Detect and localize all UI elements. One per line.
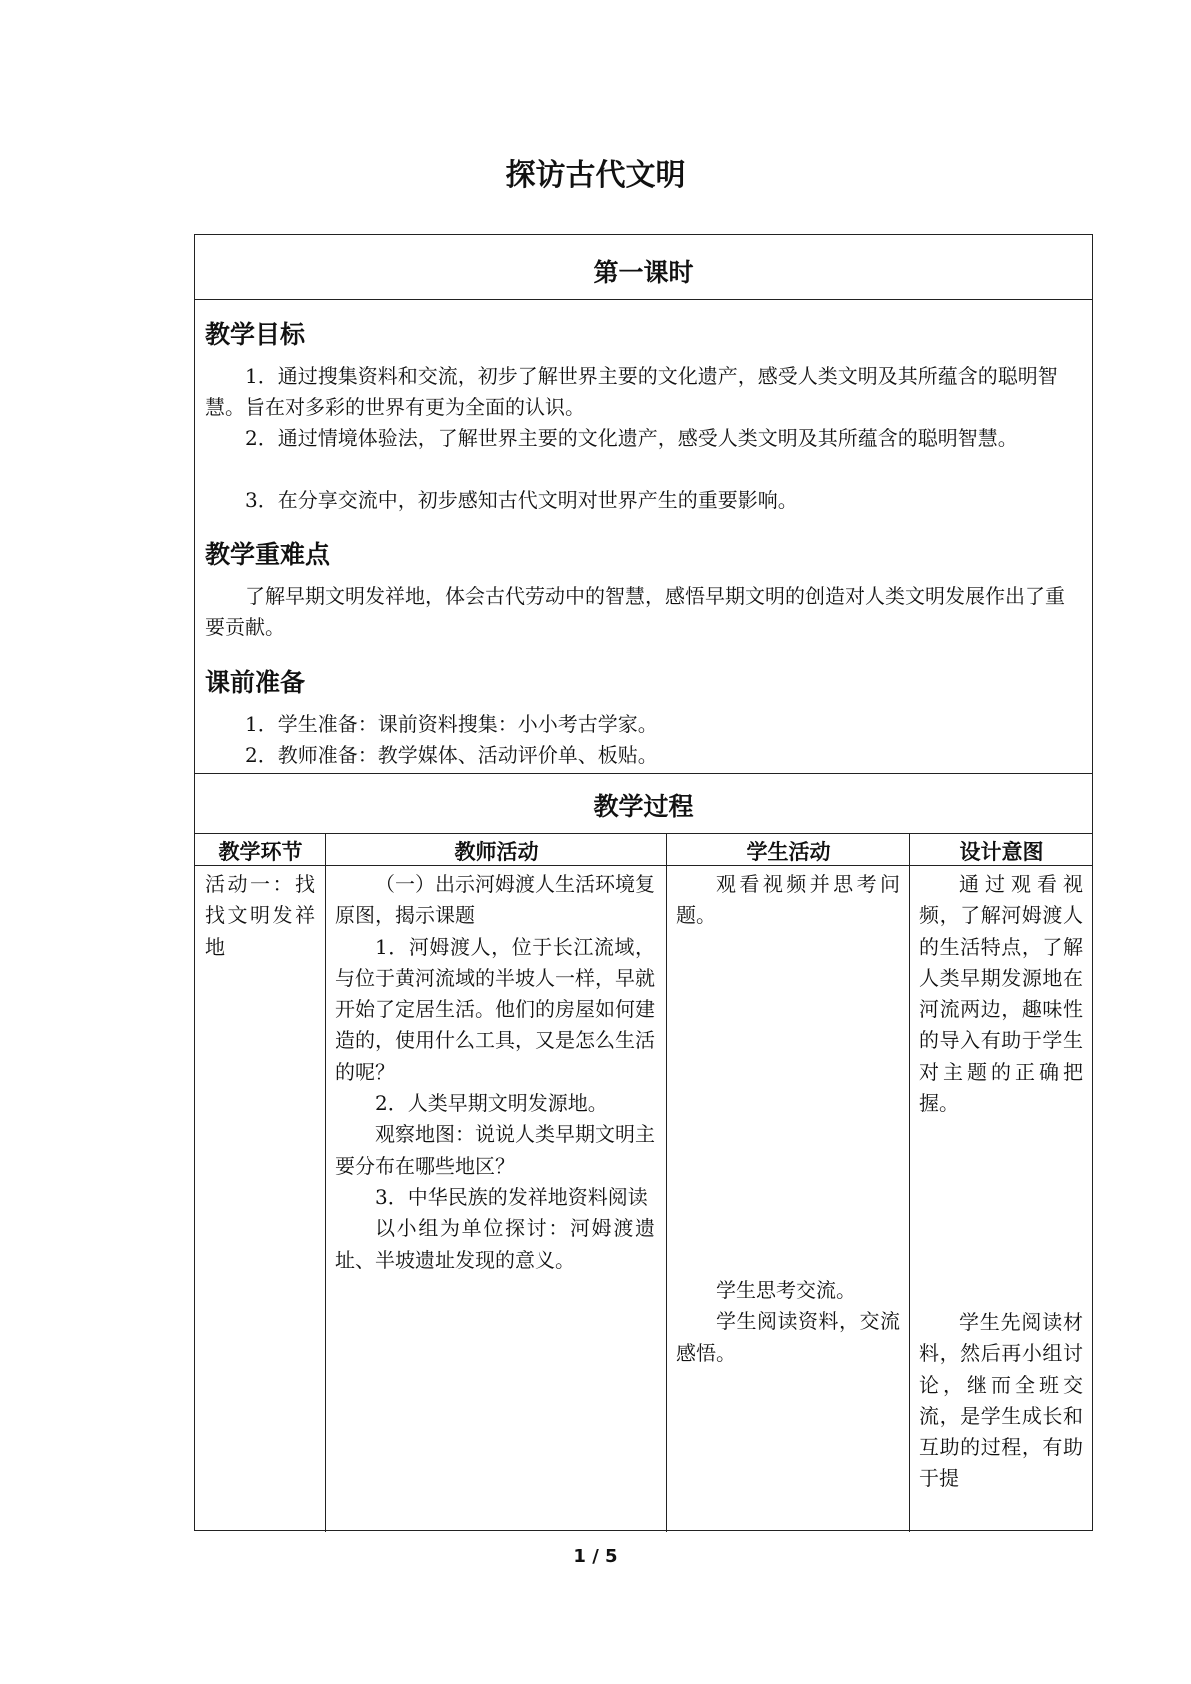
objective-item: 1．通过搜集资料和交流，初步了解世界主要的文化遗产，感受人类文明及其所蕴含的聪明智慧。旨在对多彩的世界有更为全面的认识。 — [205, 364, 1058, 419]
key-points-heading: 教学重难点 — [205, 540, 331, 569]
student-activity-cell — [676, 869, 900, 932]
teacher-activity-line: 2．人类早期文明发源地。 — [375, 1091, 608, 1116]
period-title: 第一课时 — [593, 258, 694, 287]
student-activity-line: 学生思考交流。 — [716, 1278, 856, 1302]
preparation-heading: 课前准备 — [205, 668, 306, 697]
teacher-activity-line: 以小组为单位探讨：河姆渡遗址、半坡遗址发现的意义。 — [335, 1216, 655, 1272]
key-points-text: 了解早期文明发祥地，体会古代劳动中的智慧，感悟早期文明的创造对人类文明发展作出了重要贡献。 — [205, 584, 1065, 639]
objectives-heading: 教学目标 — [205, 320, 306, 349]
preparation-item: 2．教师准备：教学媒体、活动评价单、板贴。 — [245, 743, 658, 767]
objective-item: 3．在分享交流中，初步感知古代文明对世界产生的重要影响。 — [245, 488, 798, 512]
column-header-student: 学生活动 — [746, 840, 831, 864]
design-intent-line: 通过观看视频，了解河姆渡人的生活特点，了解人类早期发源地在河流两边，趣味性的导入有助于学生对主题的正确把握。 — [919, 872, 1083, 1116]
objective-item: 2．通过情境体验法，了解世界主要的文化遗产，感受人类文明及其所蕴含的聪明智慧。 — [245, 426, 1018, 450]
document-title: 探访古代文明 — [505, 158, 686, 193]
column-divider — [666, 833, 667, 1532]
student-activity-line: 学生阅读资料，交流感悟。 — [676, 1309, 900, 1365]
teacher-activity-line: 观察地图：说说人类早期文明主要分布在哪些地区？ — [335, 1122, 655, 1178]
lesson-plan-table — [194, 234, 1093, 1531]
column-divider — [325, 833, 326, 1532]
teacher-activity-line: 1．河姆渡人，位于长江流域，与位于黄河流域的半坡人一样，早就开始了定居生活。他们的房屋如何建造的，使用什么工具，又是怎么生活的呢？ — [335, 934, 655, 1084]
divider — [195, 865, 1092, 866]
teacher-activity-line: 3．中华民族的发祥地资料阅读 — [375, 1184, 648, 1209]
teacher-activity-cell — [335, 869, 655, 1276]
divider — [195, 833, 1092, 834]
design-intent-cell — [919, 869, 1083, 1119]
page-number: 1 / 5 — [573, 1546, 618, 1567]
stage-cell: 活动一：找找文明发祥地 — [205, 872, 317, 959]
divider — [195, 773, 1092, 774]
column-header-teacher: 教师活动 — [454, 840, 539, 864]
column-divider — [909, 833, 910, 1532]
process-title: 教学过程 — [593, 792, 694, 821]
design-intent-line: 学生先阅读材料，然后再小组讨论，继而全班交流，是学生成长和互助的过程，有助于提 — [919, 1310, 1083, 1491]
preparation-item: 1．学生准备：课前资料搜集：小小考古学家。 — [245, 712, 658, 736]
design-intent-cell-lower — [919, 1307, 1083, 1495]
divider — [195, 299, 1092, 300]
teacher-activity-line: （一）出示河姆渡人生活环境复原图，揭示课题 — [335, 872, 655, 928]
column-header-design: 设计意图 — [959, 840, 1044, 864]
column-header-stage: 教学环节 — [218, 840, 303, 864]
student-activity-line: 观看视频并思考问题。 — [676, 872, 900, 928]
student-activity-cell-lower — [676, 1275, 900, 1369]
